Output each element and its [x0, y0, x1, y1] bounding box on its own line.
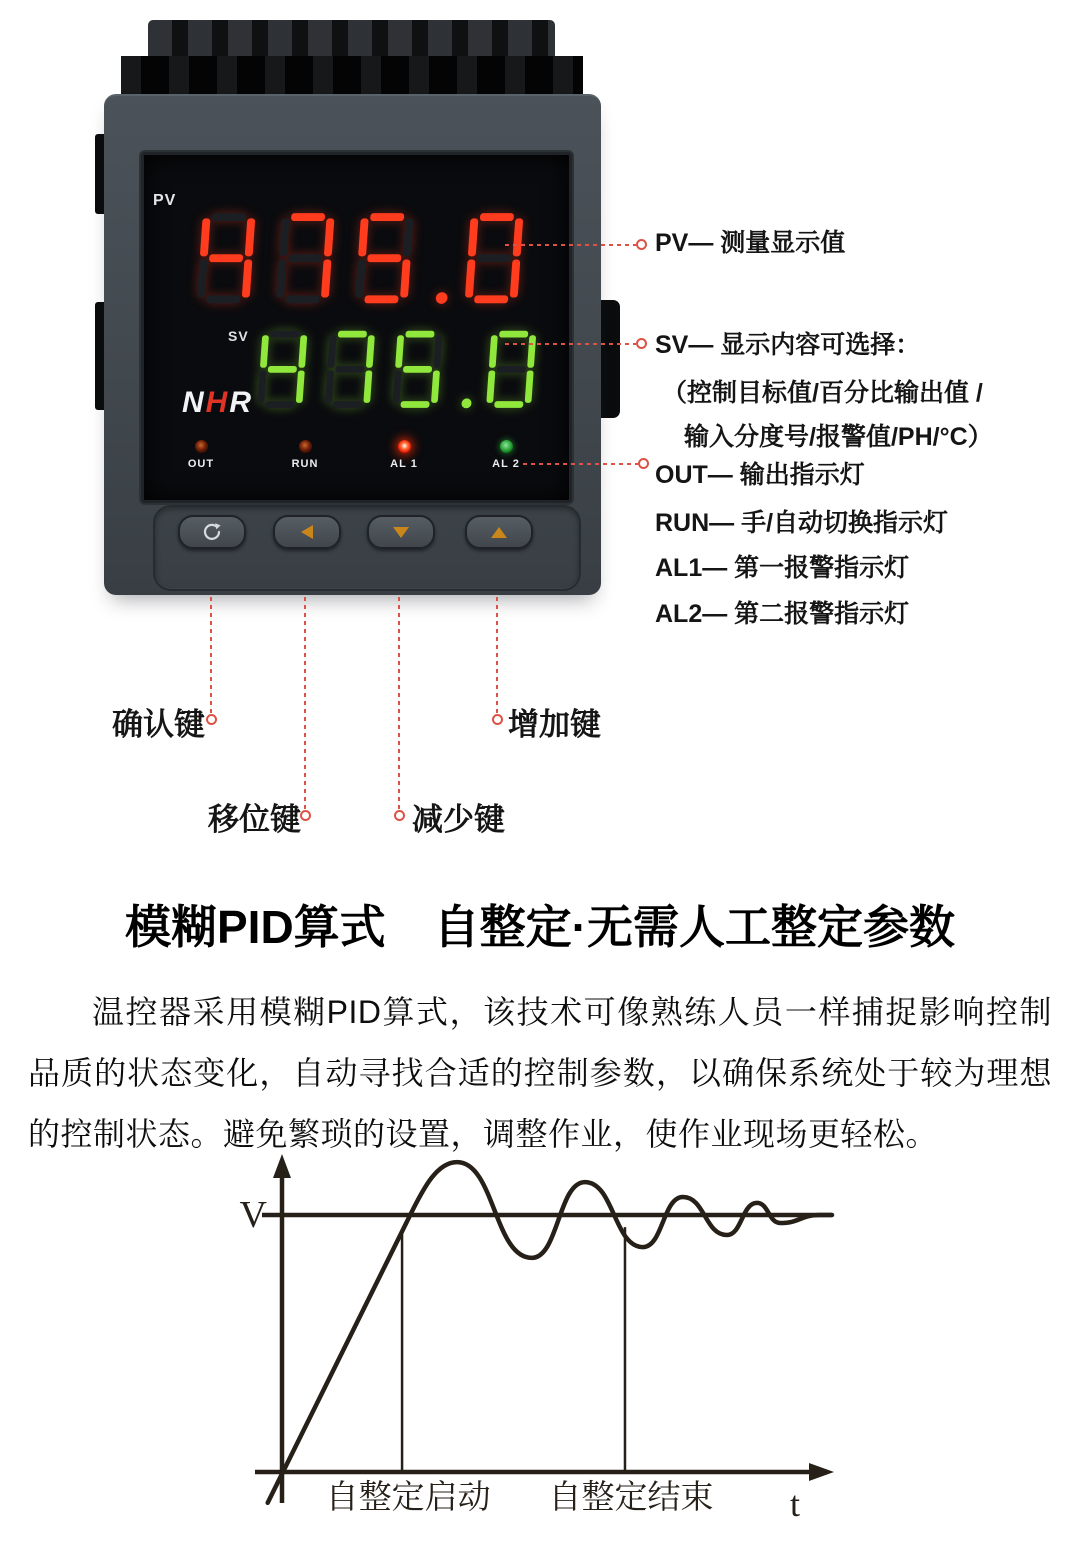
run-led-label: RUN — [291, 458, 319, 470]
pv-leader-line — [505, 244, 636, 246]
decrease-key-button[interactable] — [367, 515, 435, 549]
triangle-up-icon — [491, 527, 507, 538]
annotation-run: RUN— 手/自动切换指示灯 — [655, 509, 949, 537]
chart-marker-label-2: 自整定结束 — [548, 1480, 714, 1516]
sv-seven-segment-readout — [248, 329, 560, 411]
al2-led-icon — [500, 440, 513, 453]
shift-key-button[interactable] — [273, 515, 341, 549]
label-decrease-key: 减少键 — [412, 802, 505, 837]
heading-right-part: 自整定·无需人工整定参数 — [433, 901, 955, 953]
annotation-al2: AL2— 第二报警指示灯 — [655, 600, 910, 628]
increase-key-leader-dot — [492, 714, 503, 725]
pv-display-tag: PV — [153, 192, 177, 209]
pv-seven-segment-readout — [186, 211, 551, 307]
section-heading — [0, 895, 1080, 959]
chart-marker-label-1: 自整定启动 — [325, 1480, 491, 1516]
out-leader-dot — [638, 458, 649, 469]
al2-led-label: AL 2 — [492, 458, 520, 470]
cycle-arrow-icon — [202, 522, 222, 542]
pv-leader-dot — [636, 239, 647, 250]
shift-key-leader-line — [304, 597, 306, 809]
out-led-icon — [195, 440, 208, 453]
section-paragraph: 温控器采用模糊PID算式，该技术可像熟练人员一样捕捉影响控制品质的状态变化，自动寻找合适的控制参数，以确保系统处于较为理想的控制状态。避免繁琐的设置，调整作业，使作业现场更轻松。 — [28, 994, 1052, 1152]
increase-key-button[interactable] — [465, 515, 533, 549]
annotation-sv-line2: （控制目标值/百分比输出值 / — [662, 379, 983, 407]
label-shift-key: 移位键 — [208, 802, 301, 837]
indicator-run — [277, 440, 333, 470]
indicator-al2 — [478, 440, 534, 470]
chart-x-axis-arrow-icon — [809, 1463, 834, 1481]
decrease-key-leader-line — [398, 597, 400, 809]
logo-letter-n: N — [182, 386, 206, 419]
increase-key-leader-line — [496, 597, 498, 713]
confirm-key-button[interactable] — [178, 515, 246, 549]
out-leader-line — [523, 463, 638, 465]
shift-key-leader-dot — [300, 810, 311, 821]
sv-leader-line — [505, 343, 636, 345]
run-led-icon — [299, 440, 312, 453]
annotation-pv: PV— 测量显示值 — [655, 229, 846, 257]
logo-letter-h: H — [205, 386, 230, 419]
indicator-out — [173, 440, 229, 470]
decrease-key-leader-dot — [394, 810, 405, 821]
chart-ylabel: V — [239, 1194, 267, 1236]
annotation-sv-line1: SV— 显示内容可选择： — [655, 331, 921, 359]
chart-xlabel: t — [790, 1484, 801, 1524]
out-led-label: OUT — [187, 458, 215, 470]
triangle-down-icon — [393, 527, 409, 538]
annotation-al1: AL1— 第一报警指示灯 — [655, 554, 910, 582]
sv-display-tag: SV — [228, 328, 249, 344]
triangle-left-icon — [301, 525, 313, 539]
confirm-key-leader-dot — [206, 714, 217, 725]
nhr-brand-logo — [182, 386, 253, 420]
chart-y-axis-arrow-icon — [273, 1154, 291, 1178]
annotation-sv-line3: 输入分度号/报警值/PH/°C） — [684, 423, 993, 451]
indicator-al1 — [376, 440, 432, 470]
heading-left-part: 模糊PID算式 — [124, 901, 386, 953]
label-confirm-key: 确认键 — [112, 707, 205, 742]
label-increase-key: 增加键 — [508, 707, 601, 742]
confirm-key-leader-line — [210, 597, 212, 713]
al1-led-label: AL 1 — [390, 458, 418, 470]
auto-tuning-response-chart — [225, 1148, 855, 1540]
al1-led-icon — [398, 440, 411, 453]
sv-leader-dot — [636, 338, 647, 349]
annotation-out: OUT— 输出指示灯 — [655, 461, 865, 489]
logo-letter-r: R — [229, 386, 254, 419]
